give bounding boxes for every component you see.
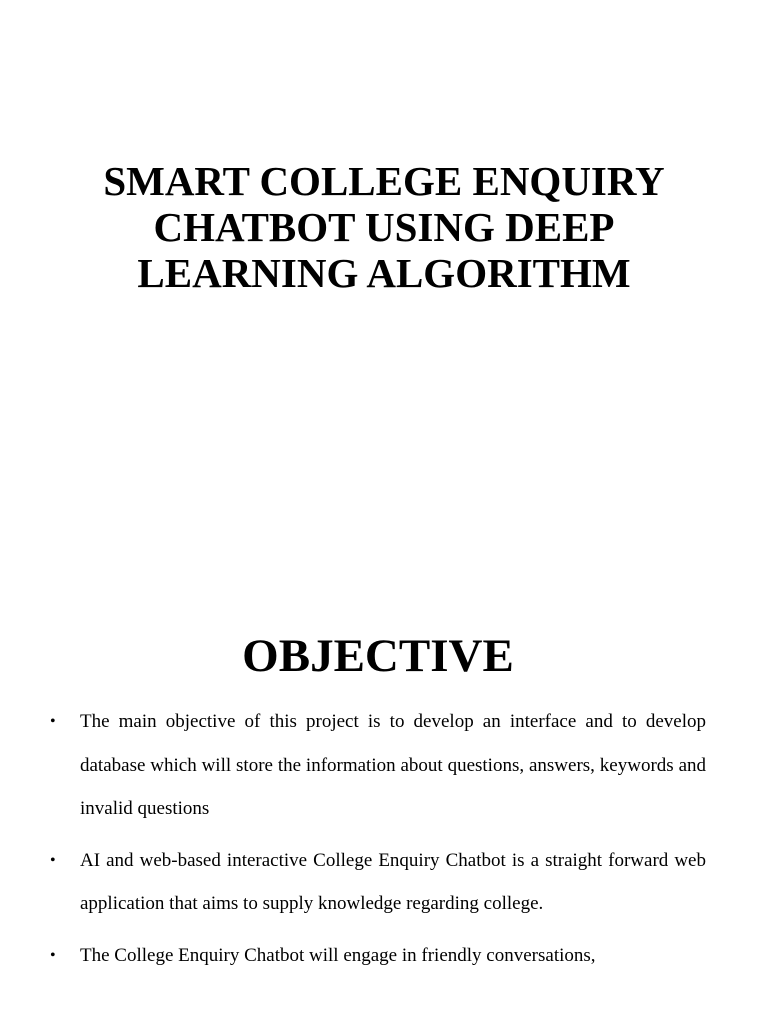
page-title	[0, 158, 768, 296]
bullet-icon: •	[50, 851, 56, 869]
objective-heading: OBJECTIVE	[242, 630, 514, 682]
title-line: SMART COLLEGE ENQUIRY	[103, 158, 665, 204]
list-item	[0, 934, 706, 978]
list-item	[0, 700, 706, 831]
bullet-icon: •	[50, 713, 56, 730]
bullet-text: The main objective of this project is to develop an interface and to develop database which will store the information about questions, answers, keywords and invalid questions	[80, 711, 706, 819]
bullet-icon: •	[50, 946, 56, 964]
bullet-text: AI and web-based interactive College Enquiry Chatbot is a straight forward web application that aims to supply knowledge regarding college.	[80, 849, 706, 914]
objective-bullet-list	[0, 700, 768, 985]
title-line: CHATBOT USING DEEP	[153, 204, 615, 250]
bullet-text: The College Enquiry Chatbot will engage in friendly conversations,	[80, 944, 596, 966]
title-line: LEARNING ALGORITHM	[137, 250, 631, 296]
list-item	[0, 839, 706, 926]
